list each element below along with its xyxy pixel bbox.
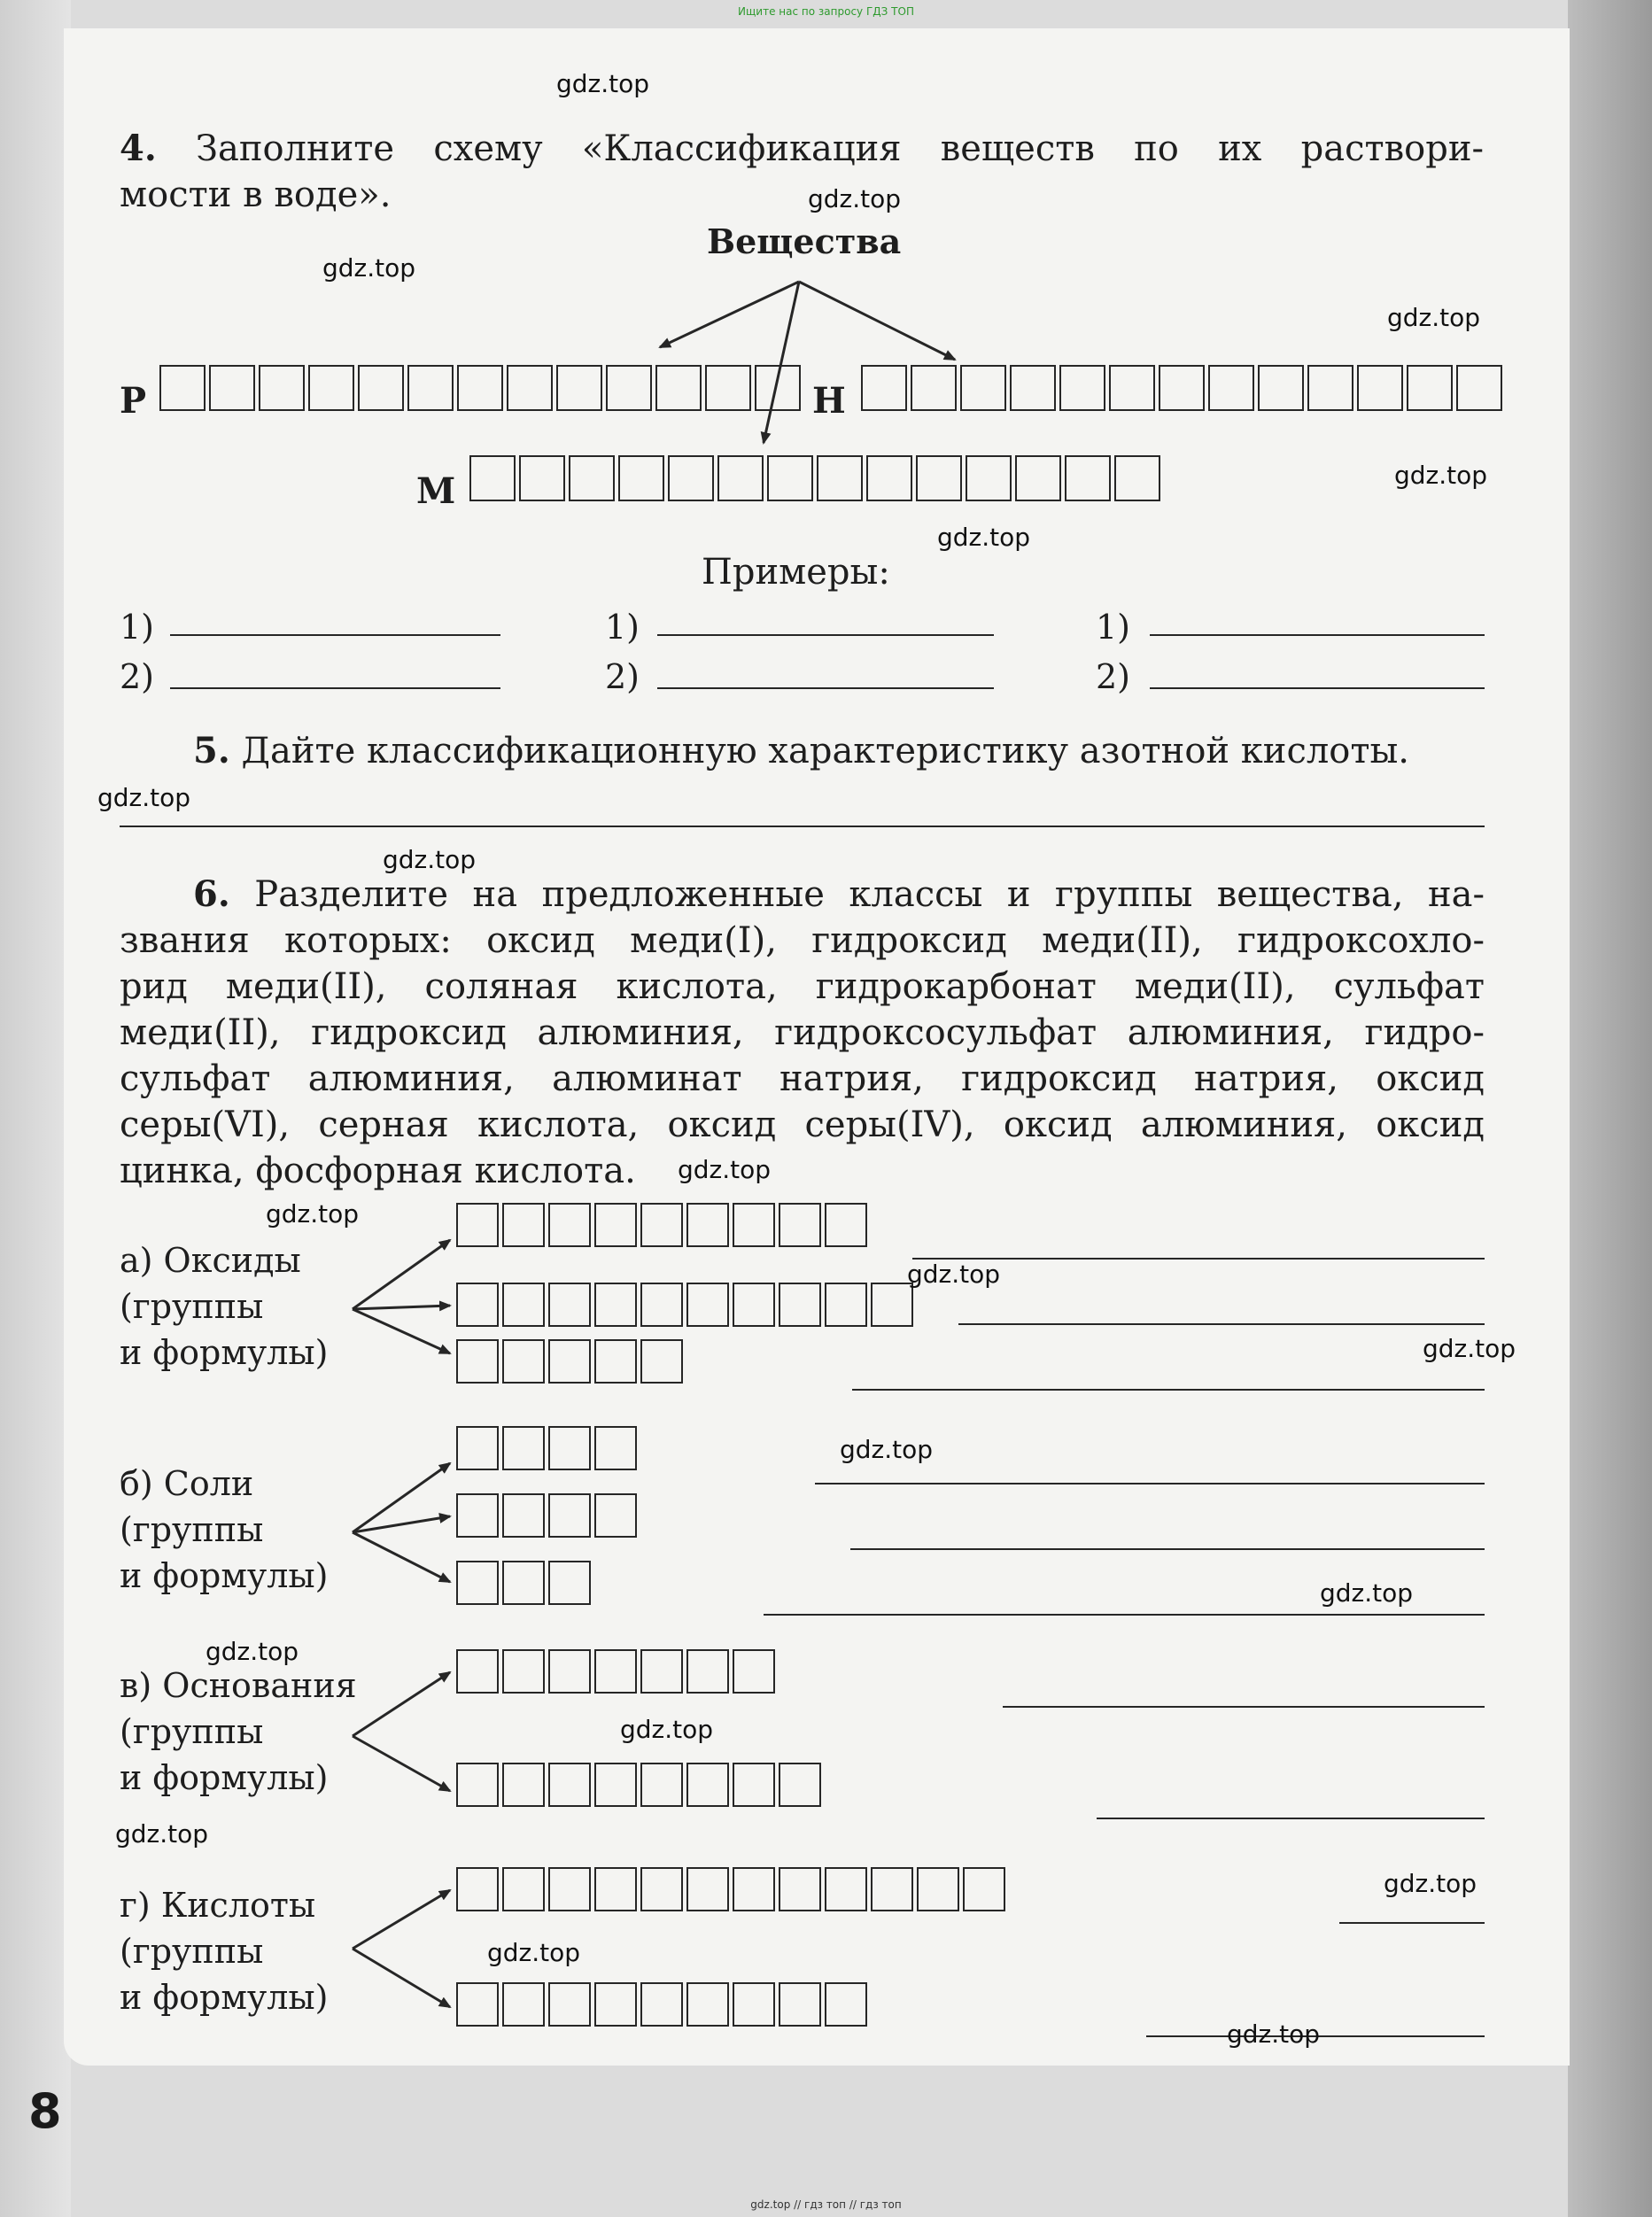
task6-line7: цинка, фосфорная кислота. — [120, 1151, 636, 1191]
task6-text-first: Разделите на предложенные классы и группы вещества, на- — [254, 874, 1485, 915]
watermark: gdz.top — [1423, 1334, 1516, 1363]
watermark: gdz.top — [487, 1938, 581, 1967]
watermark: gdz.top — [97, 783, 191, 812]
watermark: gdz.top — [907, 1260, 1001, 1289]
task5-text: Дайте классификационную характеристику азотной кислоты. — [241, 731, 1410, 771]
scheme-letter-m: М — [416, 470, 456, 512]
watermark: gdz.top — [322, 253, 416, 283]
example-2-col1: 2) — [120, 657, 155, 696]
scheme-root-substances: Вещества — [707, 221, 902, 261]
category-acids: г) Кислоты — [120, 1886, 316, 1925]
category-acids-groups: (группы — [120, 1932, 264, 1971]
category-oxides-formulas: и формулы) — [120, 1333, 329, 1372]
header-note: Ищите нас по запросу ГДЗ ТОП — [738, 5, 914, 18]
watermark: gdz.top — [937, 523, 1031, 552]
example-1-col2: 1) — [605, 608, 640, 647]
task6-line6: серы(VI), серная кислота, оксид серы(IV), оксид алюминия, оксид — [120, 1105, 1485, 1145]
task4-text: Заполните схему «Классификация веществ по их раствори- — [196, 128, 1484, 169]
example-2-col3: 2) — [1096, 657, 1131, 696]
example-2-col2: 2) — [605, 657, 640, 696]
task6-number: 6. — [193, 873, 230, 915]
watermark: gdz.top — [115, 1819, 209, 1849]
task5-number: 5. — [193, 730, 230, 771]
watermark: gdz.top — [1227, 2019, 1321, 2049]
footer-note: gdz.top // гдз топ // гдз топ — [750, 2198, 902, 2211]
category-bases-groups: (группы — [120, 1712, 264, 1751]
watermark: gdz.top — [678, 1155, 772, 1184]
category-salts: б) Соли — [120, 1464, 254, 1503]
task6-line4: меди(II), гидроксид алюминия, гидроксосульфат алюминия, гидро- — [120, 1012, 1485, 1053]
watermark: gdz.top — [266, 1199, 360, 1229]
watermark: gdz.top — [383, 845, 477, 874]
example-1-col3: 1) — [1096, 608, 1131, 647]
category-bases-formulas: и формулы) — [120, 1758, 329, 1797]
watermark: gdz.top — [1387, 303, 1481, 332]
watermark: gdz.top — [1394, 461, 1488, 490]
watermark: gdz.top — [1320, 1578, 1414, 1608]
category-salts-groups: (группы — [120, 1510, 264, 1549]
task4-number: 4. — [120, 128, 157, 169]
watermark: gdz.top — [620, 1715, 714, 1744]
task4-line2: мости в воде». — [120, 174, 392, 215]
task6-line3: рид меди(II), соляная кислота, гидрокарбонат меди(II), сульфат — [120, 966, 1485, 1007]
example-1-col1: 1) — [120, 608, 155, 647]
scheme-letter-r: Р — [120, 380, 147, 422]
watermark: gdz.top — [556, 69, 650, 98]
task6-line5: сульфат алюминия, алюминат натрия, гидроксид натрия, оксид — [120, 1058, 1485, 1099]
page-number: 8 — [28, 2083, 62, 2139]
task6-line2: звания которых: оксид меди(I), гидроксид меди(II), гидроксохло- — [120, 920, 1485, 961]
watermark: gdz.top — [206, 1637, 299, 1666]
category-oxides-groups: (группы — [120, 1287, 264, 1326]
watermark: gdz.top — [1384, 1869, 1477, 1898]
category-acids-formulas: и формулы) — [120, 1978, 329, 2017]
category-oxides: а) Оксиды — [120, 1241, 301, 1280]
category-salts-formulas: и формулы) — [120, 1556, 329, 1595]
watermark: gdz.top — [840, 1435, 934, 1464]
examples-title: Примеры: — [702, 552, 890, 593]
scheme-letter-n: Н — [812, 380, 846, 422]
category-bases: в) Основания — [120, 1666, 357, 1705]
watermark: gdz.top — [808, 184, 902, 213]
